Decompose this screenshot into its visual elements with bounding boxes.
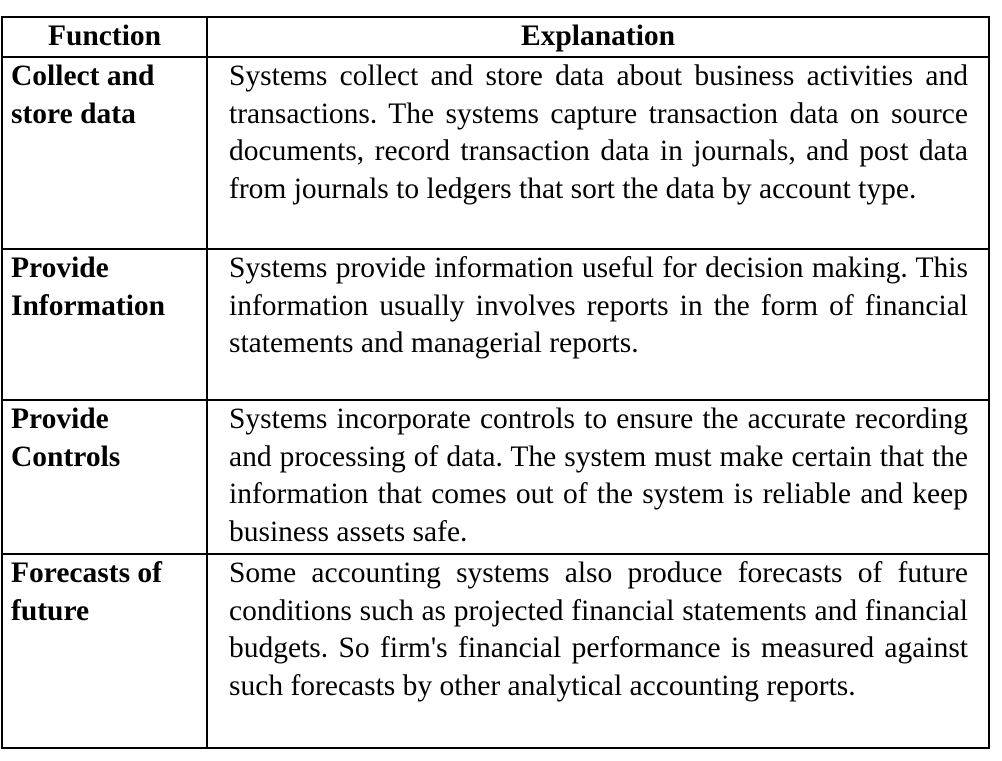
table-row	[2, 57, 989, 249]
header-row	[2, 17, 989, 57]
function-cell: Provide Information	[2, 249, 207, 400]
function-cell: Forecasts of future	[2, 554, 207, 748]
function-cell: Provide Controls	[2, 400, 207, 554]
function-cell: Collect and store data	[2, 57, 207, 249]
table-row	[2, 400, 989, 554]
header-function: Function	[2, 17, 207, 57]
explanation-cell: Some accounting systems also produce forecasts of future conditions such as projected financial statements and financial budgets. So firm's financial performance is measured against such forecasts by other analytical accounting reports.	[207, 554, 989, 748]
table-row	[2, 554, 989, 748]
explanation-cell: Systems provide information useful for decision making. This information usually involves reports in the form of financial statements and managerial reports.	[207, 249, 989, 400]
table-row	[2, 249, 989, 400]
header-explanation: Explanation	[207, 17, 989, 57]
explanation-cell: Systems incorporate controls to ensure the accurate recording and processing of data. The system must make certain that the information that comes out of the system is reliable and keep business assets safe.	[207, 400, 989, 554]
explanation-cell: Systems collect and store data about business activities and transactions. The systems capture transaction data on source documents, record transaction data in journals, and post data from journals to ledgers that sort the data by account type.	[207, 57, 989, 249]
functions-table	[1, 16, 990, 749]
